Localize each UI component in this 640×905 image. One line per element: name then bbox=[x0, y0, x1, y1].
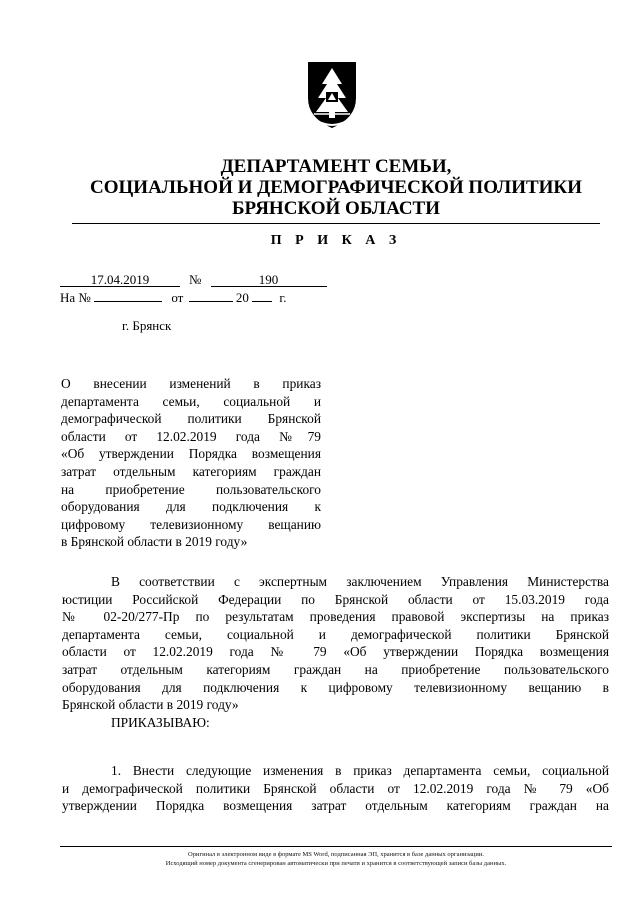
body-line: В соответствии с экспертным заключением Управления Министерства bbox=[111, 574, 609, 589]
footer-note-1: Оригинал в электронном виде в формате MS Word, подписанная ЭП, хранится в базе данных организации. bbox=[188, 851, 484, 858]
order-title: П Р И К А З bbox=[270, 233, 402, 248]
body-paragraph-1 bbox=[62, 573, 609, 731]
body-line: 1. Внести следующие изменения в приказ департамента семьи, социальной bbox=[111, 763, 609, 778]
body-line: № 02-20/277-Пр по результатам проведения правовой экспертизы на приказ bbox=[62, 609, 609, 625]
footer-divider bbox=[60, 846, 612, 847]
department-name-line3: БРЯНСКОЙ ОБЛАСТИ bbox=[231, 198, 441, 219]
body-line: департамента семьи, социальной и демографической политики Брянской bbox=[62, 626, 609, 642]
reference-row bbox=[60, 288, 286, 306]
order-date-number-row bbox=[60, 272, 327, 288]
body-paragraph-2 bbox=[62, 762, 609, 815]
body-line: юстиции Российской Федерации по Брянской области от 15.03.2019 года bbox=[62, 591, 609, 607]
order-word: ПРИКАЗЫВАЮ: bbox=[111, 714, 210, 730]
department-name-line2: СОЦИАЛЬНОЙ И ДЕМОГРАФИЧЕСКОЙ ПОЛИТИКИ bbox=[90, 177, 582, 198]
subject-line: в Брянской области в 2019 году» bbox=[61, 534, 248, 550]
ref-number-label: На № bbox=[60, 290, 91, 305]
ref-year-suffix: г. bbox=[279, 290, 287, 305]
footer-note-2: Исходящий номер документа сгенерирован автоматически при печати и хранится в соответствующей записи базы данных. bbox=[165, 860, 507, 867]
number-label: № bbox=[189, 272, 202, 287]
header-divider bbox=[72, 223, 600, 224]
city: г. Брянск bbox=[122, 318, 172, 333]
subject-line: О внесении изменений в приказ bbox=[61, 376, 321, 391]
ref-from-label: от bbox=[171, 290, 184, 305]
order-date: 17.04.2019 bbox=[60, 273, 180, 287]
department-name-line1: ДЕПАРТАМЕНТ СЕМЬИ, bbox=[220, 156, 452, 177]
subject-line: «Об утверждении Порядка возмещения bbox=[61, 446, 321, 462]
subject-line: демографической политики Брянской bbox=[61, 411, 321, 427]
subject-line: области от 12.02.2019 года №79 bbox=[61, 428, 321, 444]
ref-year-blank bbox=[252, 288, 272, 302]
body-line: утверждении Порядка возмещения затрат отдельным категориям граждан на bbox=[62, 798, 609, 814]
subject-line: цифровому телевизионному вещанию bbox=[61, 516, 321, 532]
order-number: 190 bbox=[211, 273, 327, 287]
ref-date-blank bbox=[189, 288, 233, 302]
body-line: области от 12.02.2019 года № 79 «Об утверждении Порядка возмещения bbox=[62, 644, 609, 660]
coat-of-arms-icon bbox=[302, 58, 362, 130]
subject-line: оборудования для подключения к bbox=[61, 499, 321, 515]
body-line: оборудования для подключения к цифровому телевизионному вещанию в bbox=[62, 679, 609, 695]
subject-line: департамента семьи, социальной и bbox=[61, 393, 321, 409]
order-subject bbox=[61, 375, 321, 551]
body-line: Брянской области в 2019 году» bbox=[62, 697, 239, 713]
body-line: затрат отдельным категориям граждан на приобретение пользовательского bbox=[62, 661, 609, 677]
ref-number-blank bbox=[94, 288, 162, 302]
subject-line: на приобретение пользовательского bbox=[61, 481, 321, 497]
ref-year: 20 bbox=[235, 290, 249, 305]
subject-line: затрат отдельным категориям граждан bbox=[61, 463, 321, 479]
body-line: и демографической политики Брянской области от 12.02.2019 года № 79 «Об bbox=[62, 780, 609, 796]
